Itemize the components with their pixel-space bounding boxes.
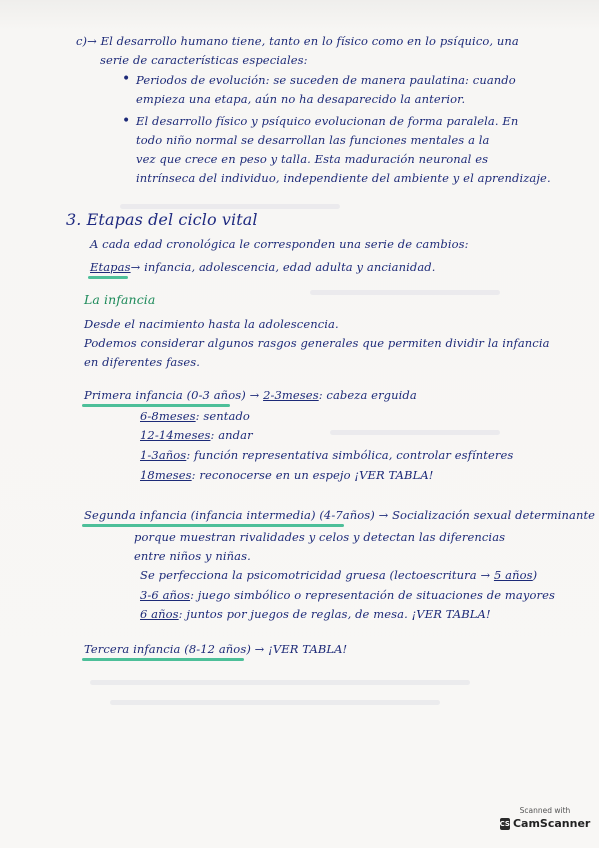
milestone-text: : sentado: [195, 409, 250, 423]
age-label: 2-3meses: [263, 388, 319, 402]
milestone-text: : cabeza erguida: [318, 388, 417, 402]
subsection-heading: La infancia: [84, 292, 156, 307]
age-label: 5 años: [493, 568, 533, 582]
text-line: empieza una etapa, aún no ha desaparecido la anterior.: [136, 92, 466, 106]
text-line: [84, 642, 347, 656]
milestone-text: : juego simbólico o representación de situaciones de mayores: [190, 588, 556, 602]
milestone-text: Se perfecciona la psicomotricidad gruesa (lectoescritura →: [140, 568, 494, 582]
arrow: →: [245, 388, 264, 402]
highlight-stroke: [82, 524, 344, 527]
second-infancy-label: Segunda infancia (infancia intermedia) (4-7años): [84, 508, 375, 522]
text-line: El desarrollo físico y psíquico evolucionan de forma paralela. En: [136, 114, 519, 128]
age-label: 6 años: [140, 607, 179, 621]
text-line: [140, 409, 250, 423]
scanned-with-text: Scanned with: [519, 806, 571, 815]
bleed-through-mark: [120, 204, 340, 209]
text-line: Periodos de evolución: se suceden de manera paulatina: cuando: [136, 73, 516, 87]
camscanner-name: CamScanner: [512, 817, 591, 830]
camscanner-brand: [500, 817, 590, 830]
milestone-text: : reconocerse en un espejo ¡VER TABLA!: [191, 468, 434, 482]
text-line: [140, 428, 253, 442]
highlight-stroke: [82, 658, 244, 661]
stages-list: → infancia, adolescencia, edad adulta y ancianidad.: [130, 260, 436, 274]
text-line: porque muestran rivalidades y celos y detectan las diferencias: [134, 530, 506, 544]
age-label: 18meses: [140, 468, 192, 482]
text-line: [140, 607, 491, 621]
milestone-text: → Socialización sexual determinante: [374, 508, 596, 522]
milestone-text: ): [532, 568, 538, 582]
bullet-dot: •: [122, 113, 131, 129]
text-line: en diferentes fases.: [84, 355, 201, 369]
third-infancy-label: Tercera infancia (8-12 años): [84, 642, 251, 656]
text-line: c)→ El desarrollo humano tiene, tanto en lo físico como en lo psíquico, una: [76, 34, 519, 48]
text-line: [84, 508, 595, 522]
text-line: Podemos considerar algunos rasgos generales que permiten dividir la infancia: [84, 336, 550, 350]
milestone-text: : juntos por juegos de reglas, de mesa. ¡VER TABLA!: [178, 607, 491, 621]
bleed-through-mark: [330, 430, 500, 435]
text-line: intrínseca del individuo, independiente del ambiente y el aprendizaje.: [136, 171, 551, 185]
text-line: [84, 388, 417, 402]
text-line: [140, 588, 555, 602]
age-label: 1-3años: [140, 448, 187, 462]
stages-label: Etapas: [90, 260, 131, 274]
milestone-text: : andar: [210, 428, 253, 442]
section-heading: 3. Etapas del ciclo vital: [66, 210, 258, 229]
text-line: [140, 448, 513, 462]
age-label: 6-8meses: [140, 409, 196, 423]
text-line: todo niño normal se desarrollan las funciones mentales a la: [136, 133, 490, 147]
text-line: [90, 260, 436, 274]
camscanner-logo-icon: CS: [499, 819, 510, 828]
text-line: vez que crece en peso y talla. Esta maduración neuronal es: [136, 152, 489, 166]
camscanner-watermark: [500, 806, 590, 842]
highlight-stroke: [82, 404, 230, 407]
highlight-stroke: [88, 276, 128, 279]
text-line: serie de características especiales:: [100, 53, 308, 67]
bleed-through-mark: [310, 290, 500, 295]
bleed-through-mark: [110, 700, 440, 705]
first-infancy-label: Primera infancia (0-3 años): [84, 388, 246, 402]
bullet-dot: •: [122, 71, 131, 87]
text-line: [140, 468, 433, 482]
milestone-text: : función representativa simbólica, controlar esfínteres: [186, 448, 514, 462]
text-line: [140, 568, 537, 582]
milestone-text: → ¡VER TABLA!: [250, 642, 348, 656]
text-line: Desde el nacimiento hasta la adolescencia.: [84, 317, 339, 331]
age-label: 12-14meses: [140, 428, 211, 442]
age-label: 3-6 años: [140, 588, 191, 602]
text-line: A cada edad cronológica le corresponden una serie de cambios:: [90, 237, 469, 251]
bleed-through-mark: [90, 680, 470, 685]
text-line: entre niños y niñas.: [134, 549, 251, 563]
